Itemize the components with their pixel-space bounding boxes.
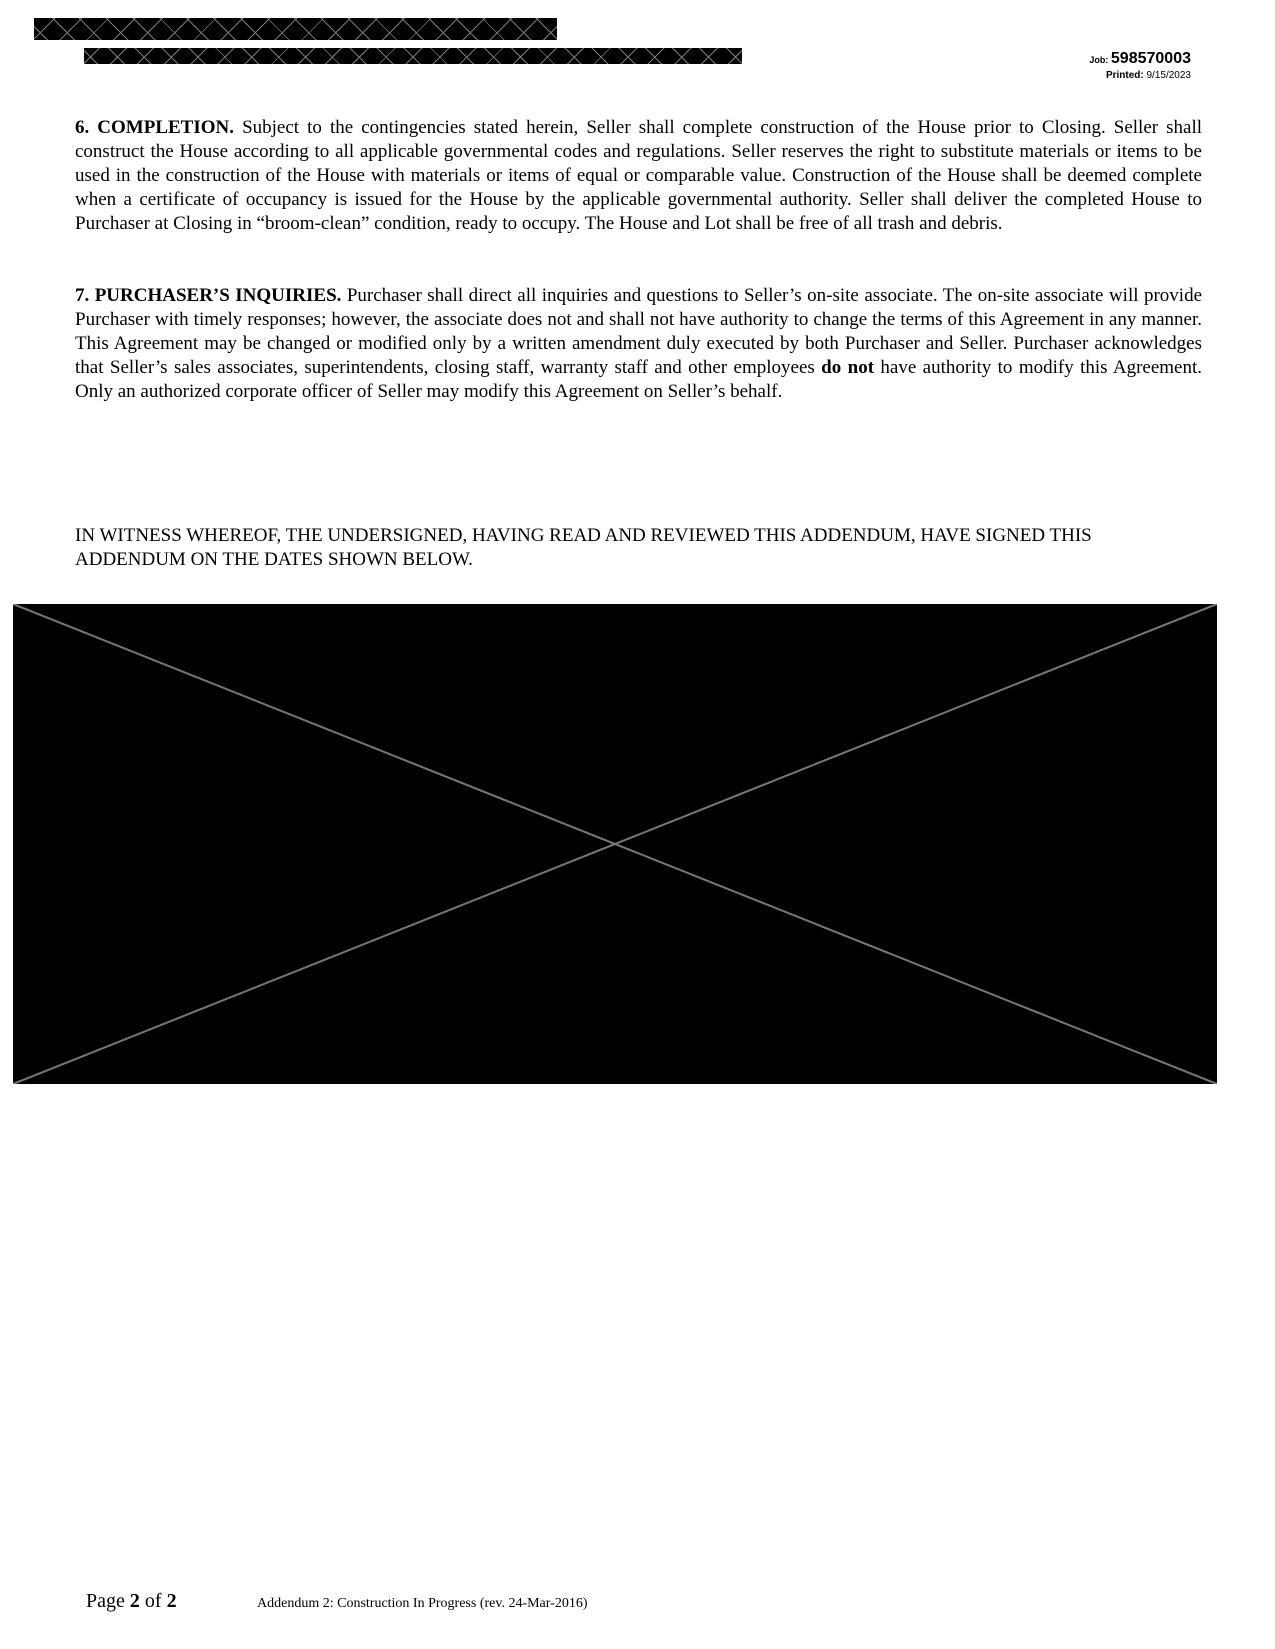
redacted-header-line-1	[34, 18, 557, 40]
printed-date: 9/15/2023	[1146, 70, 1191, 81]
redacted-header-line-2	[84, 48, 742, 64]
page-of: of	[144, 1590, 162, 1612]
page-current: 2	[129, 1590, 140, 1612]
section-text-continued: have authority to modify this Agreement. Only an authorized corporate officer of Seller may modify this Agreement on Seller’s behalf.	[75, 357, 1203, 402]
addendum-footer: Addendum 2: Construction In Progress (rev. 24-Mar-2016)	[257, 1596, 588, 1611]
job-number: 598570003	[1110, 50, 1191, 67]
job-line	[1089, 50, 1191, 68]
section-text: Purchaser shall direct all inquiries and questions to Seller’s on-site associate. The on-site associate will provide Purchaser with timely responses; however, the associate does not and shall not have authority to change the terms of this Agreement in any manner. This Agreement may be changed or modified only by a written amendment duly executed by both Purchaser and Seller. Purchaser acknowledges that Seller’s sales associates, superintendents, closing staff, warranty staff and other employees	[75, 285, 1202, 378]
emphasis-text: do not	[821, 357, 875, 378]
redacted-signature-block	[13, 604, 1217, 1084]
page-total: 2	[166, 1590, 177, 1612]
section-heading: 7. PURCHASER’S INQUIRIES.	[75, 285, 342, 306]
section-completion	[75, 116, 1202, 236]
section-purchaser-inquiries	[75, 284, 1202, 404]
section-text: Subject to the contingencies stated herein, Seller shall complete construction of the House prior to Closing. Seller shall construct the House according to all applicable governmental codes and regulations. Seller reserves the right to substitute materials or items to be used in the construction of the House with materials or items of equal or comparable value. Construction of the House shall be deemed complete when a certificate of occupancy is issued for the House by the applicable governmental authority. Seller shall deliver the completed House to Purchaser at Closing in “broom-clean” condition, ready to occupy. The House and Lot shall be free of all trash and debris.	[75, 117, 1203, 234]
job-label: Job:	[1089, 55, 1109, 65]
redaction-cross-icon	[13, 604, 1217, 1084]
printed-line	[1089, 70, 1191, 81]
witness-clause: IN WITNESS WHEREOF, THE UNDERSIGNED, HAVING READ AND REVIEWED THIS ADDENDUM, HAVE SIGNED THIS ADDENDUM ON THE DATES SHOWN BELOW.	[75, 525, 1092, 570]
section-heading: 6. COMPLETION.	[75, 117, 235, 138]
printed-label: Printed:	[1105, 70, 1144, 81]
page-number	[86, 1590, 177, 1613]
page-word: Page	[86, 1590, 125, 1612]
job-info	[1089, 50, 1191, 81]
